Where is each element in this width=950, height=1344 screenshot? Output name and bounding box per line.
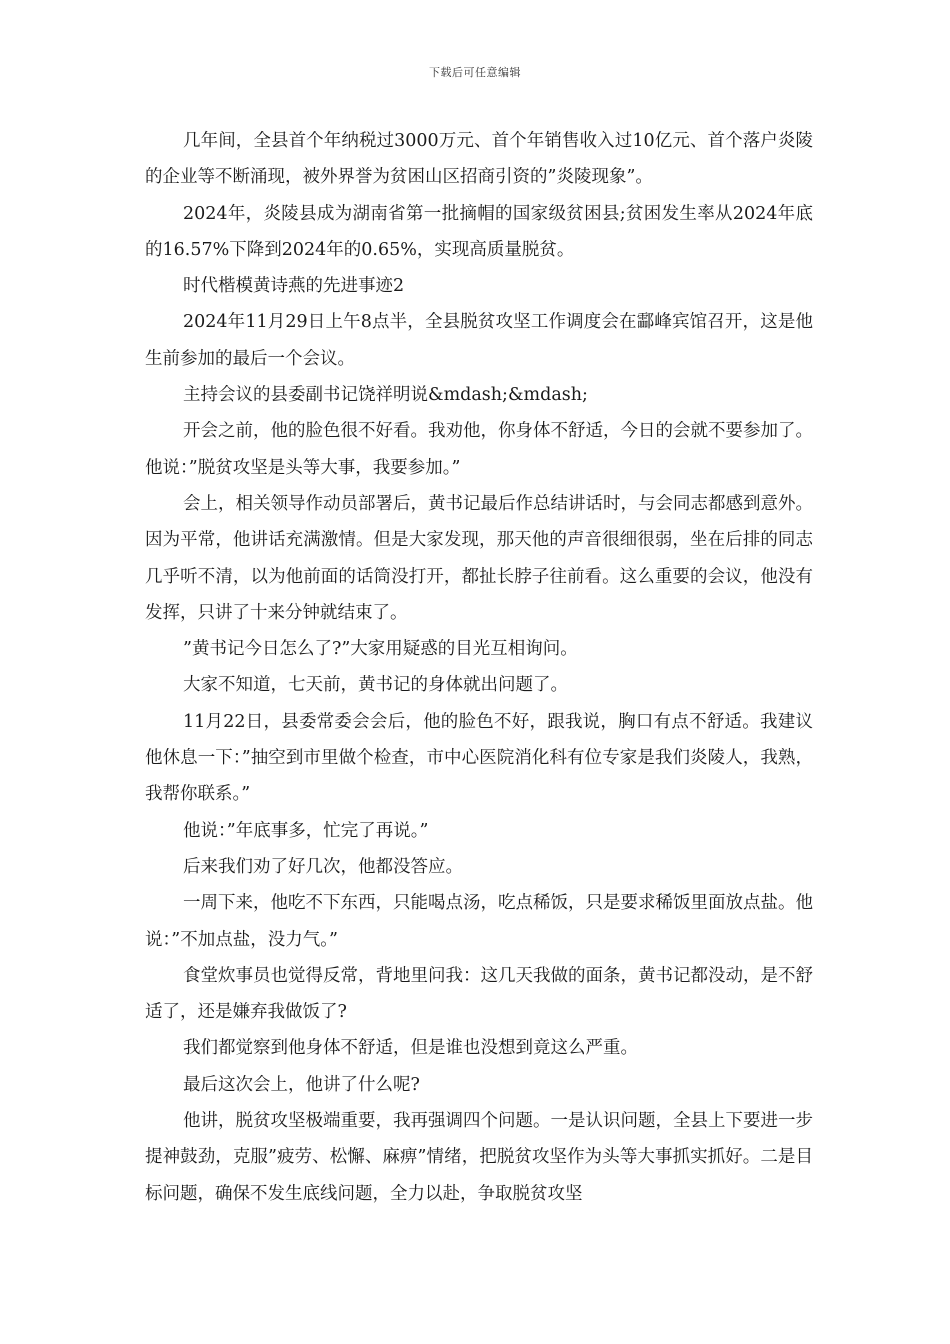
paragraph: 大家不知道，七天前，黄书记的身体就出问题了。 [183, 675, 568, 696]
paragraph: 后来我们劝了好几次，他都没答应。 [183, 856, 463, 877]
paragraph: 最后这次会上，他讲了什么呢? [183, 1074, 420, 1095]
paragraph: 11月22日，县委常委会会后，他的脸色不好，跟我说，胸口有点不舒适。我建议他休息一下：”抽空到市里做个检查，市中心医院消化科有位专家是我们炎陵人，我熟，我帮你联系。” [145, 711, 813, 805]
paragraph: 食堂炊事员也觉得反常，背地里问我：这几天我做的面条，黄书记都没动，是不舒适了，还是嫌弃我做饭了? [145, 965, 813, 1023]
page-header-note: 下载后可任意编辑 [429, 66, 521, 79]
paragraph: 几年间，全县首个年纳税过3000万元、首个年销售收入过10亿元、首个落户炎陵的企业等不断涌现，被外界誉为贫困山区招商引资的”炎陵现象”。 [145, 131, 813, 188]
paragraph: 他讲，脱贫攻坚极端重要，我再强调四个问题。一是认识问题，全县上下要进一步提神鼓劲，克服”疲劳、松懈、麻痹”情绪，把脱贫攻坚作为头等大事抓实抓好。二是目标问题，确保不发生底线问题，全力以赴，争取脱贫攻坚 [145, 1111, 813, 1204]
paragraph: ”黄书记今日怎么了?”大家用疑惑的目光互相询问。 [183, 639, 578, 660]
paragraph: 我们都觉察到他身体不舒适，但是谁也没想到竟这么严重。 [183, 1038, 638, 1059]
paragraph: 一周下来，他吃不下东西，只能喝点汤，吃点稀饭，只是要求稀饭里面放点盐。他说：”不加点盐，没力气。” [145, 893, 813, 950]
document-body [145, 123, 813, 1212]
paragraph: 2024年，炎陵县成为湖南省第一批摘帽的国家级贫困县;贫困发生率从2024年底的16.57%下降到2024年的0.65%，实现高质量脱贫。 [145, 203, 813, 260]
paragraph: 他说：”年底事多，忙完了再说。” [183, 820, 429, 841]
paragraph: 主持会议的县委副书记饶祥明说&mdash;&mdash; [183, 385, 588, 406]
paragraph: 会上，相关领导作动员部署后，黄书记最后作总结讲话时，与会同志都感到意外。因为平常，他讲话充满激情。但是大家发现，那天他的声音很细很弱，坐在后排的同志几乎听不清，以为他前面的话筒没打开，都扯长脖子往前看。这么重要的会议，他没有发挥，只讲了十来分钟就结束了。 [145, 493, 813, 623]
paragraph: 开会之前，他的脸色很不好看。我劝他，你身体不舒适，今日的会就不要参加了。他说：”脱贫攻坚是头等大事，我要参加。” [145, 421, 813, 478]
section-heading: 时代楷模黄诗燕的先进事迹2 [183, 276, 405, 297]
paragraph: 2024年11月29日上午8点半，全县脱贫攻坚工作调度会在酃峰宾馆召开，这是他生前参加的最后一个会议。 [145, 312, 813, 369]
